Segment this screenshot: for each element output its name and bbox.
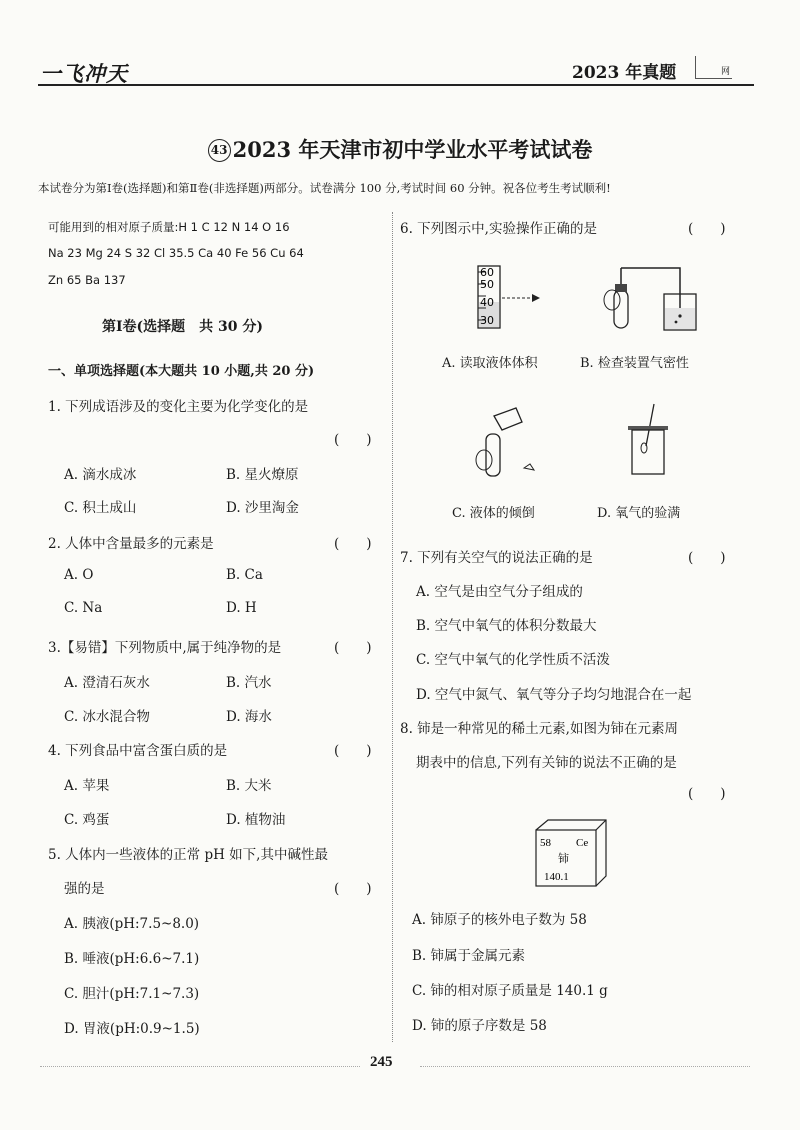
q7-option-c[interactable]: C. 空气中氧气的化学性质不活泼 [416,652,610,668]
q2-option-d[interactable]: D. H [226,600,257,616]
footer-rule-right [420,1066,750,1067]
page-number: 245 [370,1054,393,1070]
q6-option-a[interactable]: A. 读取液体体积 [442,356,538,371]
q7-option-a[interactable]: A. 空气是由空气分子组成的 [416,584,583,600]
q5-option-b[interactable]: B. 唾液(pH:6.6~7.1) [64,951,200,967]
cylinder-mark-30: 30 [480,314,494,327]
q4-option-c[interactable]: C. 鸡蛋 [64,812,110,828]
column-divider [392,212,393,1042]
q2-option-a[interactable]: A. O [64,567,94,583]
q8-option-b[interactable]: B. 铈属于金属元素 [412,948,526,964]
cylinder-mark-60: 60 [480,266,494,279]
element-symbol: Ce [576,837,589,849]
liquid-pouring-figure [468,402,538,482]
q5-option-a[interactable]: A. 胰液(pH:7.5~8.0) [64,916,200,932]
q1-option-b[interactable]: B. 星火燎原 [226,467,299,483]
q1-option-a[interactable]: A. 滴水成冰 [64,467,137,483]
brand-logo: 一飞冲天 [40,62,128,86]
q4-option-a[interactable]: A. 苹果 [64,778,110,794]
q6-answer-blank[interactable]: ( ) [688,221,726,237]
q6-option-c[interactable]: C. 液体的倾倒 [452,506,535,521]
corner-text: 网 [720,67,730,77]
footer-rule-left [40,1066,360,1067]
q8-stem-line1: 8. 铈是一种常见的稀土元素,如图为铈在元素周 [400,721,678,737]
atomic-mass-line1: 可能用到的相对原子质量:H 1 C 12 N 14 O 16 [48,220,290,234]
q5-option-d[interactable]: D. 胃液(pH:0.9~1.5) [64,1021,200,1037]
q1-answer-blank[interactable]: ( ) [334,432,372,448]
q8-option-a[interactable]: A. 铈原子的核外电子数为 58 [412,912,587,928]
q3-option-b[interactable]: B. 汽水 [226,675,272,691]
q5-answer-blank[interactable]: ( ) [334,881,372,897]
q8-stem-line2: 期表中的信息,下列有关铈的说法不正确的是 [416,755,677,771]
q7-option-d[interactable]: D. 空气中氮气、氧气等分子均匀地混合在一起 [416,687,692,703]
q8-answer-blank[interactable]: ( ) [688,786,726,802]
q2-option-c[interactable]: C. Na [64,600,103,616]
q1-option-c[interactable]: C. 积土成山 [64,500,137,516]
exam-title-text: 2023 年天津市初中学业水平考试试卷 [232,137,593,162]
q4-option-b[interactable]: B. 大米 [226,778,272,794]
element-name: 铈 [558,852,569,865]
exam-intro: 本试卷分为第Ⅰ卷(选择题)和第Ⅱ卷(非选择题)两部分。试卷满分 100 分,考试时间 60 分钟。祝各位考生考试顺利! [38,181,611,195]
year-tag: 2023 年真题 [572,63,677,83]
atomic-mass-line3: Zn 65 Ba 137 [48,273,126,287]
q5-option-c[interactable]: C. 胆汁(pH:7.1~7.3) [64,986,200,1002]
element-cell-figure [530,818,610,890]
q7-stem: 7. 下列有关空气的说法正确的是 [400,550,593,566]
q6-option-d[interactable]: D. 氧气的验满 [597,506,681,521]
section-title: 一、单项选择题(本大题共 10 小题,共 20 分) [48,364,315,379]
q1-option-d[interactable]: D. 沙里淘金 [226,500,299,516]
q1-stem: 1. 下列成语涉及的变化主要为化学变化的是 [48,399,309,415]
exam-title [140,134,660,164]
q3-option-d[interactable]: D. 海水 [226,709,272,725]
q5-stem-line1: 5. 人体内一些液体的正常 pH 如下,其中碱性最 [48,847,328,863]
q3-stem: 3.【易错】下列物质中,属于纯净物的是 [48,640,282,656]
corner-mark [695,56,732,79]
oxygen-test-figure [620,402,680,482]
q6-stem: 6. 下列图示中,实验操作正确的是 [400,221,597,237]
airtightness-check-figure [600,262,710,334]
q7-answer-blank[interactable]: ( ) [688,550,726,566]
q3-option-a[interactable]: A. 澄清石灰水 [64,675,150,691]
part1-title: 第Ⅰ卷(选择题 共 30 分) [102,319,264,335]
q2-option-b[interactable]: B. Ca [226,567,263,583]
element-atomic-number: 58 [540,837,551,849]
q8-option-d[interactable]: D. 铈的原子序数是 58 [412,1018,547,1034]
q3-answer-blank[interactable]: ( ) [334,640,372,656]
header-rule [38,84,754,86]
atomic-mass-line2: Na 23 Mg 24 S 32 Cl 35.5 Ca 40 Fe 56 Cu 64 [48,246,304,260]
q2-answer-blank[interactable]: ( ) [334,536,372,552]
q4-option-d[interactable]: D. 植物油 [226,812,286,828]
exam-number: 43 [208,139,231,162]
cylinder-mark-40: 40 [480,296,494,309]
cylinder-mark-50: 50 [480,278,494,291]
q5-stem-line2: 强的是 [64,881,105,897]
q4-answer-blank[interactable]: ( ) [334,743,372,759]
q2-stem: 2. 人体中含量最多的元素是 [48,536,214,552]
graduated-cylinder-figure [470,262,550,332]
q3-option-c[interactable]: C. 冰水混合物 [64,709,150,725]
q8-option-c[interactable]: C. 铈的相对原子质量是 140.1 g [412,983,608,999]
q7-option-b[interactable]: B. 空气中氧气的体积分数最大 [416,618,597,634]
q4-stem: 4. 下列食品中富含蛋白质的是 [48,743,228,759]
element-mass: 140.1 [544,871,569,883]
q6-option-b[interactable]: B. 检查装置气密性 [580,356,689,371]
